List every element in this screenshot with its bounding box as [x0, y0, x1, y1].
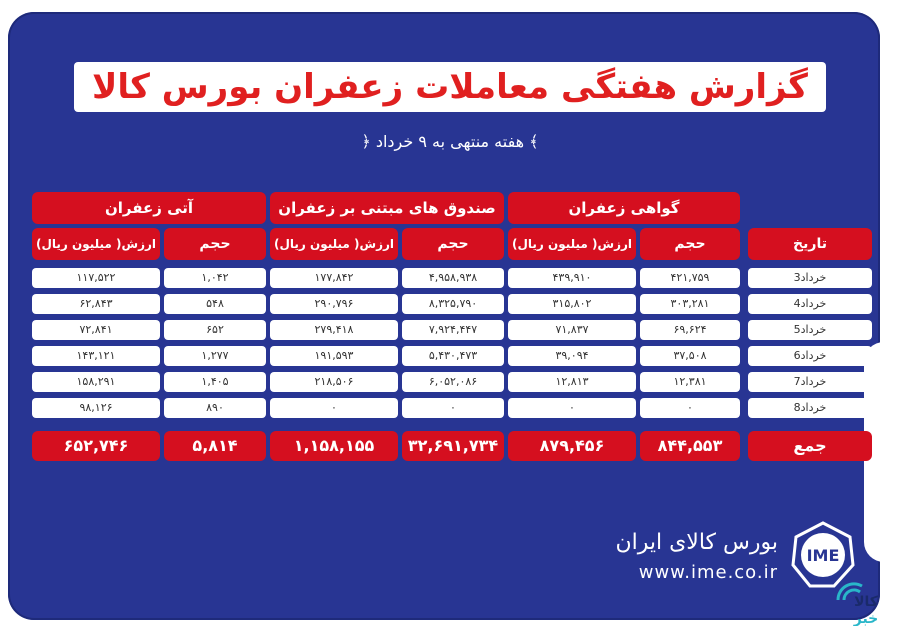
total-ati-arzesh: ۶۵۲,۷۴۶ [32, 431, 160, 461]
table-cell-s-arzesh: ۲۹۰,۷۹۶ [270, 294, 398, 314]
table-cell-g-hajm: ۱۲,۳۸۱ [640, 372, 740, 392]
table-cell-a-hajm: ۱,۰۴۲ [164, 268, 266, 288]
col-header-date: تاریخ [748, 228, 872, 260]
table-cell-s-hajm: ۷,۹۲۴,۴۴۷ [402, 320, 504, 340]
table-cell-g-arzesh: ۳۹,۰۹۴ [508, 346, 636, 366]
table-cell-a-hajm: ۸۹۰ [164, 398, 266, 418]
table-cell-a-arzesh: ۷۲,۸۴۱ [32, 320, 160, 340]
table-cell-date: 7خرداد [748, 372, 872, 392]
report-title [0, 62, 900, 112]
table-cell-s-arzesh: ۰ [270, 398, 398, 418]
table-cell-a-arzesh: ۱۴۳,۱۲۱ [32, 346, 160, 366]
table-cell-g-arzesh: ۷۱,۸۳۷ [508, 320, 636, 340]
table-cell-date: 5خرداد [748, 320, 872, 340]
table-cell-a-hajm: ۱,۲۷۷ [164, 346, 266, 366]
table-cell-g-hajm: ۳۷,۵۰۸ [640, 346, 740, 366]
table-cell-s-hajm: ۴,۹۵۸,۹۳۸ [402, 268, 504, 288]
table-cell-a-hajm: ۱,۴۰۵ [164, 372, 266, 392]
table-cell-g-hajm: ۰ [640, 398, 740, 418]
report-title-text: گزارش هفتگی معاملات زعفران بورس کالا [74, 62, 826, 112]
col-header-gavahi-hajm: حجم [640, 228, 740, 260]
table-cell-s-hajm: ۵,۴۳۰,۴۷۳ [402, 346, 504, 366]
footer-url: www.ime.co.ir [638, 562, 778, 583]
col-header-ati-arzesh: ارزش( میلیون ریال) [32, 228, 160, 260]
table-cell-g-arzesh: ۴۳۹,۹۱۰ [508, 268, 636, 288]
table-cell-s-arzesh: ۲۱۸,۵۰۶ [270, 372, 398, 392]
table-cell-date: 6خرداد [748, 346, 872, 366]
col-header-ati-hajm: حجم [164, 228, 266, 260]
total-label: جمع [748, 431, 872, 461]
group-header-gavahi: گواهی زعفران [508, 192, 740, 224]
table-cell-s-arzesh: ۱۷۷,۸۴۲ [270, 268, 398, 288]
table-cell-s-hajm: ۶,۰۵۲,۰۸۶ [402, 372, 504, 392]
table-cell-g-hajm: ۴۲۱,۷۵۹ [640, 268, 740, 288]
table-cell-date: 3خرداد [748, 268, 872, 288]
table-cell-a-arzesh: ۱۱۷,۵۲۲ [32, 268, 160, 288]
footer-company-name: بورس کالای ایران [615, 530, 778, 555]
ime-logo-text: IME [806, 546, 840, 565]
svg-text:کالا: کالا [854, 594, 878, 610]
table-cell-a-arzesh: ۹۸,۱۲۶ [32, 398, 160, 418]
col-header-gavahi-arzesh: ارزش( میلیون ریال) [508, 228, 636, 260]
table-cell-a-hajm: ۶۵۲ [164, 320, 266, 340]
table-cell-a-arzesh: ۱۵۸,۲۹۱ [32, 372, 160, 392]
report-subtitle: ﴿ هفته منتهی به ۹ خرداد ﴾ [361, 132, 539, 151]
table-cell-date: 8خرداد [748, 398, 872, 418]
table-cell-g-arzesh: ۰ [508, 398, 636, 418]
table-cell-s-hajm: ۰ [402, 398, 504, 418]
table-cell-a-arzesh: ۶۲,۸۴۳ [32, 294, 160, 314]
table-cell-date: 4خرداد [748, 294, 872, 314]
table-cell-g-arzesh: ۱۲,۸۱۳ [508, 372, 636, 392]
table-cell-g-hajm: ۶۹,۶۲۴ [640, 320, 740, 340]
col-header-sandogh-hajm: حجم [402, 228, 504, 260]
total-sandogh-hajm: ۳۲,۶۹۱,۷۳۴ [402, 431, 504, 461]
svg-text:خبر: خبر [853, 611, 879, 626]
table-cell-s-arzesh: ۱۹۱,۵۹۳ [270, 346, 398, 366]
total-gavahi-arzesh: ۸۷۹,۴۵۶ [508, 431, 636, 461]
total-gavahi-hajm: ۸۴۴,۵۵۳ [640, 431, 740, 461]
col-header-sandogh-arzesh: ارزش( میلیون ریال) [270, 228, 398, 260]
group-header-sandogh: صندوق های مبتنی بر زعفران [270, 192, 504, 224]
table-cell-g-hajm: ۳۰۳,۲۸۱ [640, 294, 740, 314]
footer [615, 528, 778, 588]
table-cell-s-hajm: ۸,۳۲۵,۷۹۰ [402, 294, 504, 314]
table-cell-a-hajm: ۵۴۸ [164, 294, 266, 314]
table-cell-g-arzesh: ۳۱۵,۸۰۲ [508, 294, 636, 314]
group-header-ati: آتی زعفران [32, 192, 266, 224]
table-cell-s-arzesh: ۲۷۹,۴۱۸ [270, 320, 398, 340]
kala-khabar-logo-icon [832, 578, 892, 626]
total-ati-hajm: ۵,۸۱۴ [164, 431, 266, 461]
total-sandogh-arzesh: ۱,۱۵۸,۱۵۵ [270, 431, 398, 461]
